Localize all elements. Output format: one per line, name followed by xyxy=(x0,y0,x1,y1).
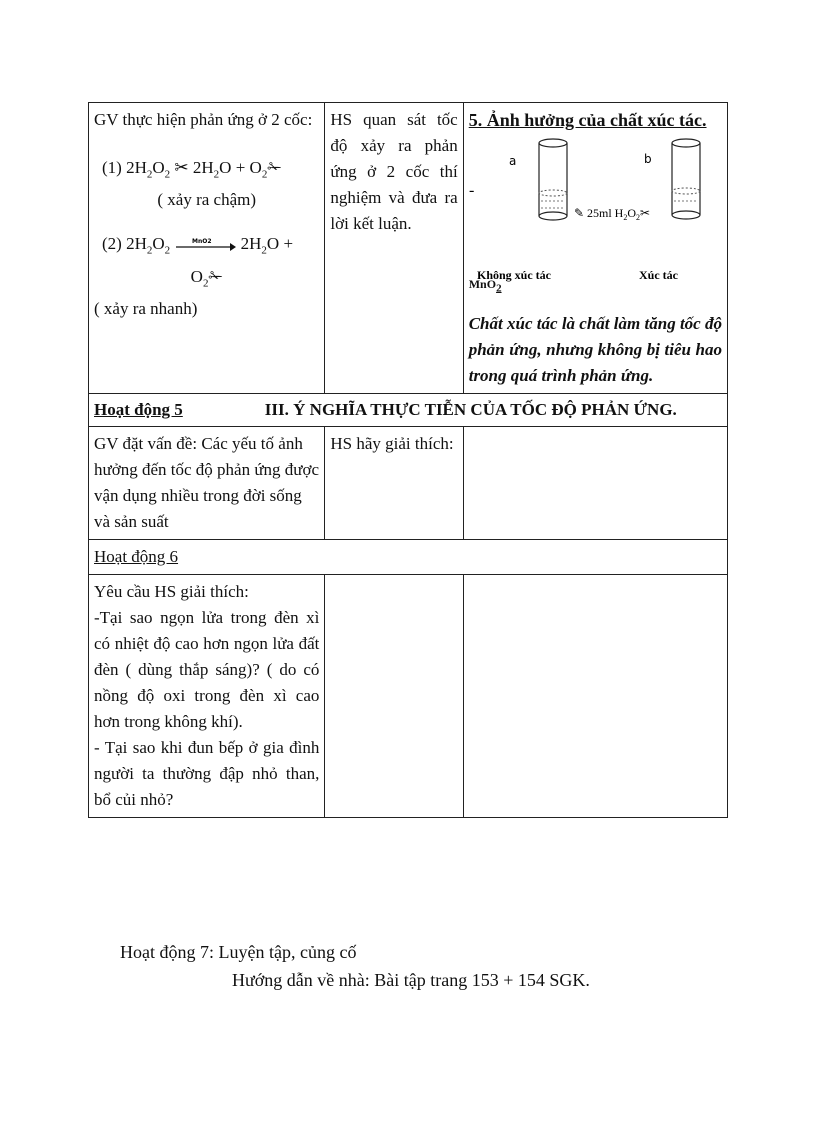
table-row xyxy=(89,575,728,818)
table-row xyxy=(89,103,728,394)
equation-1: (1) $2H_2O_2$ ✂ $2H_2O$ + $O_2✁$ xyxy=(102,158,282,181)
content-cell-3 xyxy=(463,575,727,818)
section-3-title: III. Ý NGHĨA THỰC TIỄN CỦA TỐC ĐỘ PHẢN ỨNG. xyxy=(264,400,677,420)
homework-line xyxy=(232,970,590,991)
student-cell-2: HS hãy giải thích: xyxy=(325,427,463,540)
equation-2: (2) $2H_2O_2$ MnO2 $2H_2O$ + xyxy=(102,234,294,257)
equation-2-note: ( xảy ra nhanh) xyxy=(94,299,198,319)
activity-6-header xyxy=(89,540,728,575)
caption-mno2: MnO$_2$ xyxy=(468,277,502,295)
content-cell-2 xyxy=(463,427,727,540)
catalyst-label: MnO2 xyxy=(192,238,212,246)
student-cell: HS quan sát tốc độ xảy ra phản ứng ở 2 cốc thí nghiệm và đưa ra lời kết luận. xyxy=(325,103,463,394)
section-5-title: 5. Ảnh hưởng của chất xúc tác. xyxy=(468,110,707,130)
homework-text: : Bài tập trang 153 + 154 SGK. xyxy=(364,970,590,990)
label-a: a xyxy=(508,154,517,168)
gas-arrow-icon: ✁ xyxy=(267,158,282,177)
label-b: b xyxy=(643,152,652,166)
table-row xyxy=(89,394,728,427)
equation-2-o2: $O_2✁$ xyxy=(190,266,223,290)
teacher-intro: GV thực hiện phản ứng ở 2 cốc: xyxy=(94,110,313,129)
activity-7-text: : Luyện tập, củng cố xyxy=(209,942,357,962)
pointer-icon: ✎ xyxy=(573,206,584,220)
beaker-b xyxy=(672,139,700,219)
table-row xyxy=(89,540,728,575)
lesson-table xyxy=(88,102,728,818)
teacher-cell xyxy=(89,103,325,394)
table-row xyxy=(89,427,728,540)
student-cell-3 xyxy=(325,575,463,818)
catalyst-definition: Chất xúc tác là chất làm tăng tốc độ phản ứng, nhưng không bị tiêu hao trong quá trình phản ứng. xyxy=(468,314,722,386)
activity-5-label: Hoạt động 5 xyxy=(94,400,183,420)
homework-label: Hướng dẫn về nhà xyxy=(232,970,365,990)
dash-mark: - xyxy=(468,182,475,199)
teacher-cell-3 xyxy=(89,575,325,818)
beaker-diagram xyxy=(469,133,722,283)
activity-6-label: Hoạt động 6 xyxy=(94,547,179,567)
teacher-cell-2: GV đặt vấn đề: Các yếu tố ảnh hưởng đến tốc độ phản ứng được vận dụng nhiều trong đời sống và sản suất xyxy=(89,427,325,540)
beakers-svg xyxy=(469,133,719,283)
catalyst-arrow-icon xyxy=(174,237,236,253)
activity-7-line xyxy=(120,942,356,963)
activity-5-header xyxy=(89,394,728,427)
caption-catalyst: Xúc tác xyxy=(638,268,678,282)
question-1: -Tại sao ngọn lửa trong đèn xì có nhiệt độ cao hơn ngọn lửa đất đèn ( dùng thắp sáng)? ( do có nồng độ oxi trong đèn xì cao hơn trong không khí). xyxy=(94,608,320,732)
question-intro: Yêu cầu HS giải thích: xyxy=(94,582,249,602)
equation-1-note: ( xảy ra chậm) xyxy=(157,190,257,210)
caption-no-catalyst: Không xúc tác xyxy=(476,268,551,282)
question-2: - Tại sao khi đun bếp ở gia đình người ta thường đập nhỏ than, bổ củi nhỏ? xyxy=(94,738,320,810)
scissors-icon: ✂ xyxy=(174,158,189,177)
activity-7-label: Hoạt động 7 xyxy=(120,942,209,962)
content-cell xyxy=(463,103,727,394)
beaker-a xyxy=(539,139,567,220)
volume-label: 25ml $H_2O_2✂$ xyxy=(586,206,650,222)
